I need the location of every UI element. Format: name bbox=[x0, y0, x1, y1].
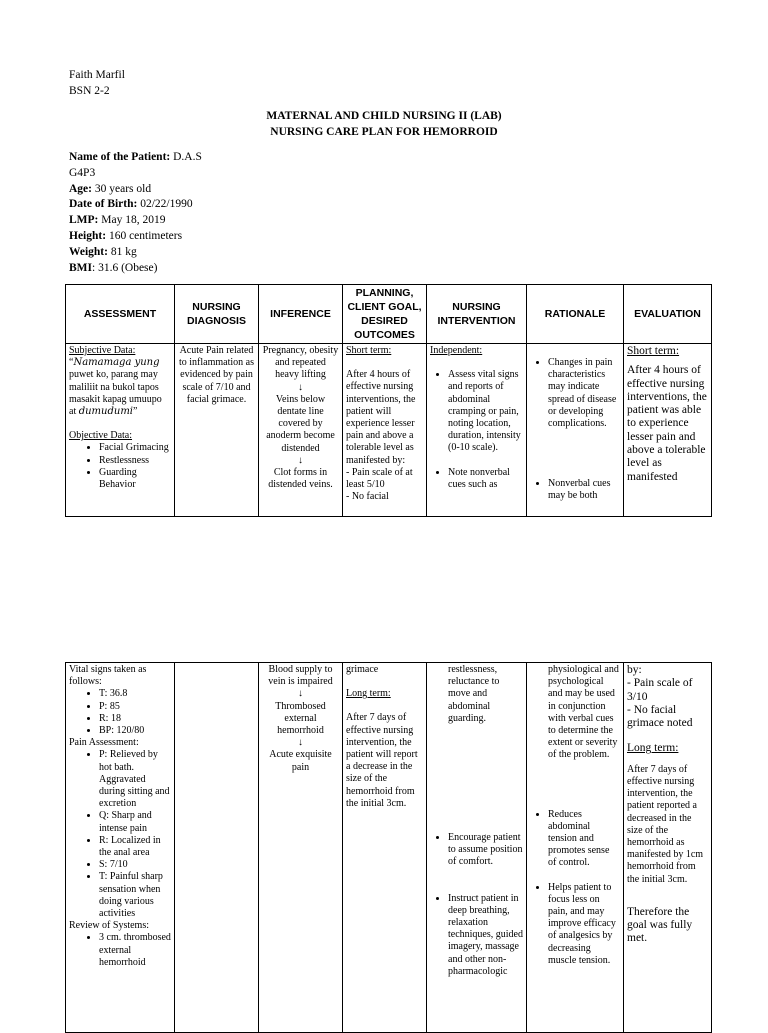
list-item: • P: Relieved by hot bath. Aggravated during sitting and excretion bbox=[99, 749, 171, 810]
subjective-quote: “Namamaga yung puwet ko, parang may maliliit na bukol tapos masakit kapag umuupo at dumudumi” bbox=[69, 357, 162, 418]
col-header-evaluation: EVALUATION bbox=[624, 285, 712, 344]
arrow-down-icon: ↓ bbox=[298, 381, 303, 393]
list-item: • Facial Grimacing bbox=[99, 442, 171, 454]
objective-label: Objective Data: bbox=[69, 430, 133, 442]
list-item: • Reduces abdominal tension and promotes sense of control. bbox=[548, 809, 620, 870]
list-item: • Instruct patient in deep breathing, relaxation techniques, guided imagery, massage and other non-pharmacologic bbox=[448, 893, 523, 978]
care-plan-table-page2 bbox=[65, 662, 712, 1033]
planning-cell: Short term: After 4 hours of effective nursing interventions, the patient will experience lesser pain and above a tolerable level as manifested by: - Pain scale of at least 5/10 - No facial bbox=[343, 344, 427, 517]
short-term-label: Short term: bbox=[627, 345, 680, 357]
list-item: • S: 7/10 bbox=[99, 859, 171, 871]
pain-list bbox=[69, 749, 171, 920]
patient-name-line: Name of the Patient: D.A.S bbox=[69, 151, 202, 163]
inference-cell: Pregnancy, obesity and repeated heavy lifting ↓ Veins below dentate line covered by anoderm become distended ↓ Clot forms in distended veins. bbox=[259, 344, 343, 517]
evaluation-cell: Short term: After 4 hours of effective nursing interventions, the patient was able to experience lesser pain and above a tolerable level as manifested bbox=[624, 344, 712, 517]
list-item: • T: 36.8 bbox=[99, 688, 171, 700]
short-term-label: Short term: bbox=[346, 345, 392, 356]
table-row bbox=[66, 344, 712, 517]
ros-list bbox=[69, 932, 171, 969]
patient-lmp-line: LMP: May 18, 2019 bbox=[69, 214, 166, 227]
long-term-label: Long term: bbox=[346, 688, 391, 700]
arrow-down-icon: ↓ bbox=[298, 454, 303, 466]
list-item: • Nonverbal cues may be both bbox=[548, 478, 620, 502]
list-item: • Note nonverbal cues such as bbox=[448, 467, 523, 491]
vitals-label: Vital signs taken as follows: bbox=[69, 664, 147, 688]
list-item: • P: 85 bbox=[99, 701, 171, 713]
list-item: • Restlessness bbox=[99, 455, 171, 467]
patient-bmi-line: BMI: 31.6 (Obese) bbox=[69, 261, 158, 274]
author-name: Faith Marfil bbox=[69, 69, 125, 81]
col-header-intervention: NURSING INTERVENTION bbox=[427, 285, 527, 344]
list-item: • R: 18 bbox=[99, 713, 171, 725]
intervention-cell: restlessness, reluctance to move and abdominal guarding. • Encourage patient to assume position of comfort. • Instruct patient in deep breathing, relaxation techniques, guided imagery, massage and other non-pharmacologic bbox=[427, 663, 527, 1033]
col-header-diagnosis: NURSING DIAGNOSIS bbox=[175, 285, 259, 344]
patient-dob-line: Date of Birth: 02/22/1990 bbox=[69, 198, 193, 211]
diagnosis-cell bbox=[175, 663, 259, 1033]
long-term-label: Long term: bbox=[627, 742, 679, 755]
objective-list bbox=[69, 442, 171, 491]
list-item: • BP: 120/80 bbox=[99, 725, 171, 737]
patient-name: D.A.S bbox=[170, 151, 202, 163]
table-header-row bbox=[66, 285, 712, 344]
col-header-inference: INFERENCE bbox=[259, 285, 343, 344]
patient-gravida: G4P3 bbox=[69, 166, 96, 179]
vitals-list bbox=[69, 688, 171, 737]
col-header-rationale: RATIONALE bbox=[527, 285, 624, 344]
table-row bbox=[66, 663, 712, 1033]
list-item: • Guarding Behavior bbox=[99, 467, 171, 491]
patient-age-line: Age: 30 years old bbox=[69, 182, 152, 195]
document-title-line2: NURSING CARE PLAN FOR HEMORROID bbox=[270, 126, 498, 138]
rationale-cell bbox=[527, 344, 624, 517]
care-plan-table-page1 bbox=[65, 284, 712, 517]
list-item: • Q: Sharp and intense pain bbox=[99, 810, 171, 834]
col-header-planning: PLANNING, CLIENT GOAL, DESIRED OUTCOMES bbox=[343, 285, 427, 344]
patient-info bbox=[69, 150, 202, 276]
list-item: • Changes in pain characteristics may indicate spread of disease or developing complications. bbox=[548, 357, 620, 430]
evaluation-cell: by: - Pain scale of 3/10 - No facial grimace noted Long term: After 7 days of effective nursing intervention, the patient reported a decreased in the size of the hemorrhoid as manifested by 1cm hemorrhoid from the initial 3cm. Therefore the goal was fully met. bbox=[624, 663, 712, 1033]
list-item: • Helps patient to focus less on pain, and may improve efficacy of analgesics by decreasing muscle tension. bbox=[548, 882, 620, 967]
list-item: • R: Localized in the anal area bbox=[99, 835, 171, 859]
inference-cell: Blood supply to vein is impaired ↓ Thrombosed external hemorrhoid ↓ Acute exquisite pain bbox=[259, 663, 343, 1033]
intervention-cell bbox=[427, 344, 527, 517]
assessment-cell bbox=[66, 663, 175, 1033]
review-of-systems-label: Review of Systems: bbox=[69, 920, 149, 932]
list-item: • 3 cm. thrombosed external hemorrhoid bbox=[99, 932, 171, 969]
col-header-assessment: ASSESSMENT bbox=[66, 285, 175, 344]
arrow-down-icon: ↓ bbox=[298, 688, 303, 700]
assessment-cell bbox=[66, 344, 175, 517]
patient-height-line: Height: 160 centimeters bbox=[69, 229, 183, 242]
subjective-label: Subjective Data: bbox=[69, 345, 136, 356]
diagnosis-cell: Acute Pain related to inflammation as evidenced by pain scale of 7/10 and facial grimace. bbox=[175, 344, 259, 517]
document-header bbox=[69, 68, 709, 99]
list-item: • Encourage patient to assume position of comfort. bbox=[448, 832, 523, 869]
document-title-line1: MATERNAL AND CHILD NURSING II (LAB) bbox=[266, 110, 502, 122]
evaluation-conclusion: Therefore the goal was fully met. bbox=[627, 905, 693, 945]
arrow-down-icon: ↓ bbox=[298, 737, 303, 749]
patient-weight-line: Weight: 81 kg bbox=[69, 245, 137, 258]
rationale-cell: physiological and psychological and may be used in conjunction with verbal cues to determine the extent or severity of the problem. • Reduces abdominal tension and promotes sense of control. • Helps patient to focus less on pain, and may improve efficacy of analgesics by decreasing muscle tension. bbox=[527, 663, 624, 1033]
list-item: • T: Painful sharp sensation when doing various activities bbox=[99, 871, 171, 920]
planning-cell: grimace Long term: After 7 days of effective nursing intervention, the patient will report a decrease in the size of the hemorrhoid from the initial 3cm. bbox=[343, 663, 427, 1033]
independent-label: Independent: bbox=[430, 345, 483, 356]
author-section: BSN 2-2 bbox=[69, 84, 110, 97]
list-item: • Assess vital signs and reports of abdominal cramping or pain, noting location, duration, intensity (0-10 scale). bbox=[448, 369, 523, 454]
pain-assessment-label: Pain Assessment: bbox=[69, 737, 139, 749]
